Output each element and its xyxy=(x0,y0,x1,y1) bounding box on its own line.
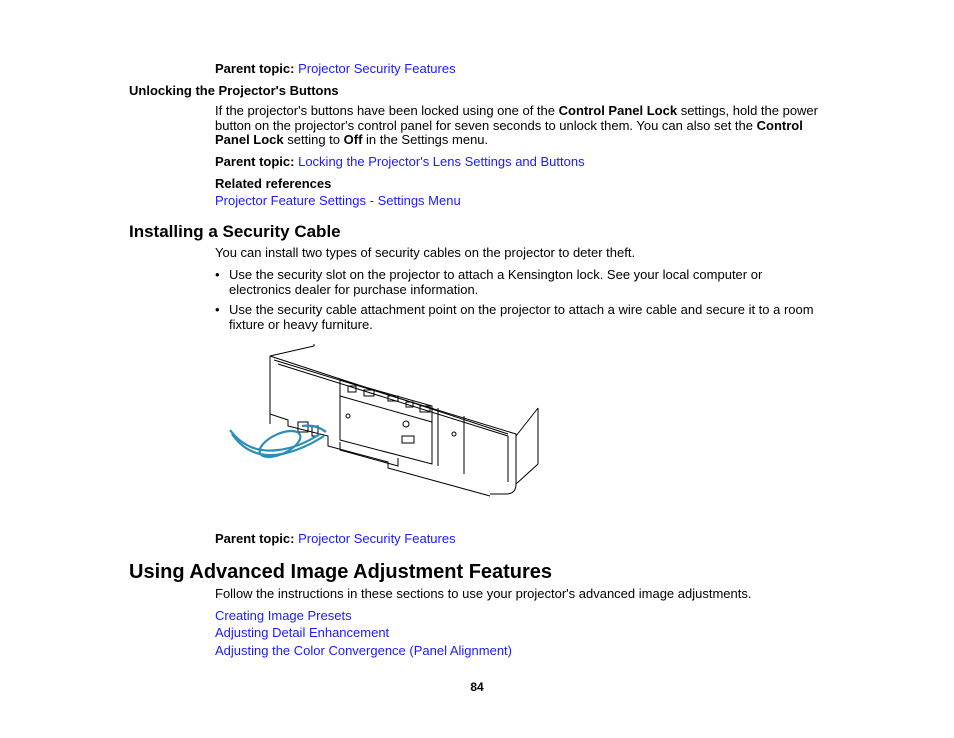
parent-topic-3 xyxy=(215,532,456,547)
page-number: 84 xyxy=(470,680,484,694)
security-cable-intro: You can install two types of security cables on the projector to deter theft. xyxy=(215,245,636,260)
list-item: • Use the security slot on the projector to attach a Kensington lock. See your local computer or electronics dealer for purchase information. xyxy=(215,268,815,297)
unlock-text-3: setting to xyxy=(283,132,344,147)
advanced-heading: Using Advanced Image Adjustment Features xyxy=(129,561,553,583)
unlock-paragraph xyxy=(215,104,830,148)
parent-topic-link-security-features-2[interactable]: Projector Security Features xyxy=(298,531,456,546)
projector-security-cable-illustration xyxy=(228,344,540,504)
unlock-text-4: in the Settings menu. xyxy=(362,132,489,147)
security-cable-heading: Installing a Security Cable xyxy=(129,222,341,241)
parent-topic-link-locking-lens[interactable]: Locking the Projector's Lens Settings and Buttons xyxy=(298,154,585,169)
list-item: • Use the security cable attachment point on the projector to attach a wire cable and secure it to a room fixture or heavy furniture. xyxy=(215,302,814,332)
link-adjusting-color-convergence[interactable]: Adjusting the Color Convergence (Panel Alignment) xyxy=(215,643,513,658)
unlock-heading: Unlocking the Projector's Buttons xyxy=(129,83,339,98)
bullet-list xyxy=(215,268,815,332)
parent-topic-label: Parent topic: xyxy=(215,531,295,546)
link-creating-image-presets[interactable]: Creating Image Presets xyxy=(215,608,352,623)
parent-topic-1 xyxy=(215,62,456,77)
related-references-label: Related references xyxy=(215,176,332,191)
advanced-intro: Follow the instructions in these sections to use your projector's advanced image adjustments. xyxy=(215,586,752,601)
parent-topic-link-security-features[interactable]: Projector Security Features xyxy=(298,61,456,76)
control-panel-lock-term-2: Control Panel Lock xyxy=(215,117,803,147)
bullet-text: Use the security slot on the projector to attach a Kensington lock. See your local computer or electronics dealer for purchase information. xyxy=(229,267,763,297)
parent-topic-label: Parent topic: xyxy=(215,61,295,76)
unlock-text-1: If the projector's buttons have been locked using one of the xyxy=(215,103,559,118)
parent-topic-2 xyxy=(215,155,585,170)
bullet-text: Use the security cable attachment point on the projector to attach a wire cable and secure it to a room fixture or heavy furniture. xyxy=(229,302,814,332)
related-link-settings-menu[interactable]: Projector Feature Settings - Settings Menu xyxy=(215,193,461,208)
unlock-text-2: settings, hold the power button on the projector's control panel for seven seconds to unlock them. You can also set the xyxy=(215,103,818,133)
off-term: Off xyxy=(343,132,363,147)
link-adjusting-detail-enhancement[interactable]: Adjusting Detail Enhancement xyxy=(215,625,390,640)
parent-topic-label: Parent topic: xyxy=(215,154,295,169)
control-panel-lock-term: Control Panel Lock xyxy=(558,103,678,118)
